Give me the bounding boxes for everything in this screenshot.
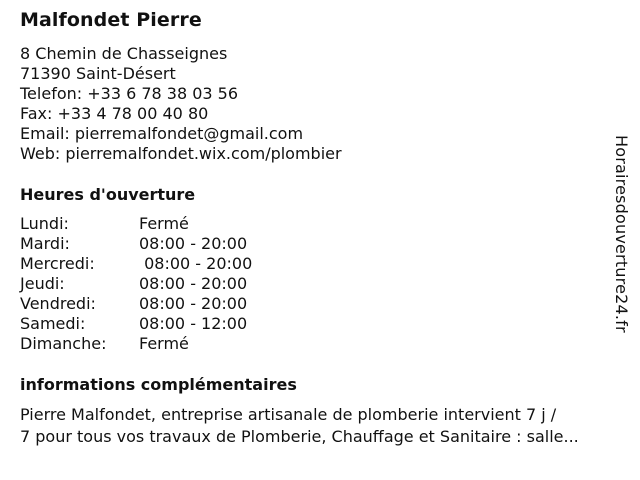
business-name: Malfondet Pierre — [20, 9, 202, 31]
business-description — [20, 404, 632, 448]
time-value: 08:00 - 20:00 — [139, 294, 248, 313]
time-value: 08:00 - 20:00 — [139, 254, 253, 273]
site-watermark: Horairesdouverture24.fr — [612, 135, 631, 333]
day-label: Jeudi: — [20, 274, 65, 293]
day-label: Dimanche: — [20, 334, 107, 353]
email-address: Email: pierremalfondet@gmail.com — [20, 124, 304, 143]
time-value: Fermé — [139, 334, 189, 353]
time-value: 08:00 - 20:00 — [139, 274, 248, 293]
day-label: Mercredi: — [20, 254, 95, 273]
description-line: Pierre Malfondet, entreprise artisanale de plomberie intervient 7 j / — [20, 405, 557, 424]
website-url: Web: pierremalfondet.wix.com/plombier — [20, 144, 342, 163]
phone-number: Telefon: +33 6 78 38 03 56 — [20, 84, 239, 103]
day-label: Mardi: — [20, 234, 70, 253]
contact-block — [20, 44, 342, 164]
time-value: 08:00 - 20:00 — [139, 234, 248, 253]
street-address: 8 Chemin de Chasseignes — [20, 44, 228, 63]
day-label: Samedi: — [20, 314, 86, 333]
city-postal: 71390 Saint-Désert — [20, 64, 176, 83]
time-value: 08:00 - 12:00 — [139, 314, 248, 333]
day-label: Vendredi: — [20, 294, 96, 313]
day-label: Lundi: — [20, 214, 69, 233]
info-heading: informations complémentaires — [20, 375, 297, 394]
hours-heading: Heures d'ouverture — [20, 185, 196, 204]
time-value: Fermé — [139, 214, 189, 233]
description-line: 7 pour tous vos travaux de Plomberie, Chauffage et Sanitaire : salle... — [20, 427, 579, 446]
fax-number: Fax: +33 4 78 00 40 80 — [20, 104, 209, 123]
